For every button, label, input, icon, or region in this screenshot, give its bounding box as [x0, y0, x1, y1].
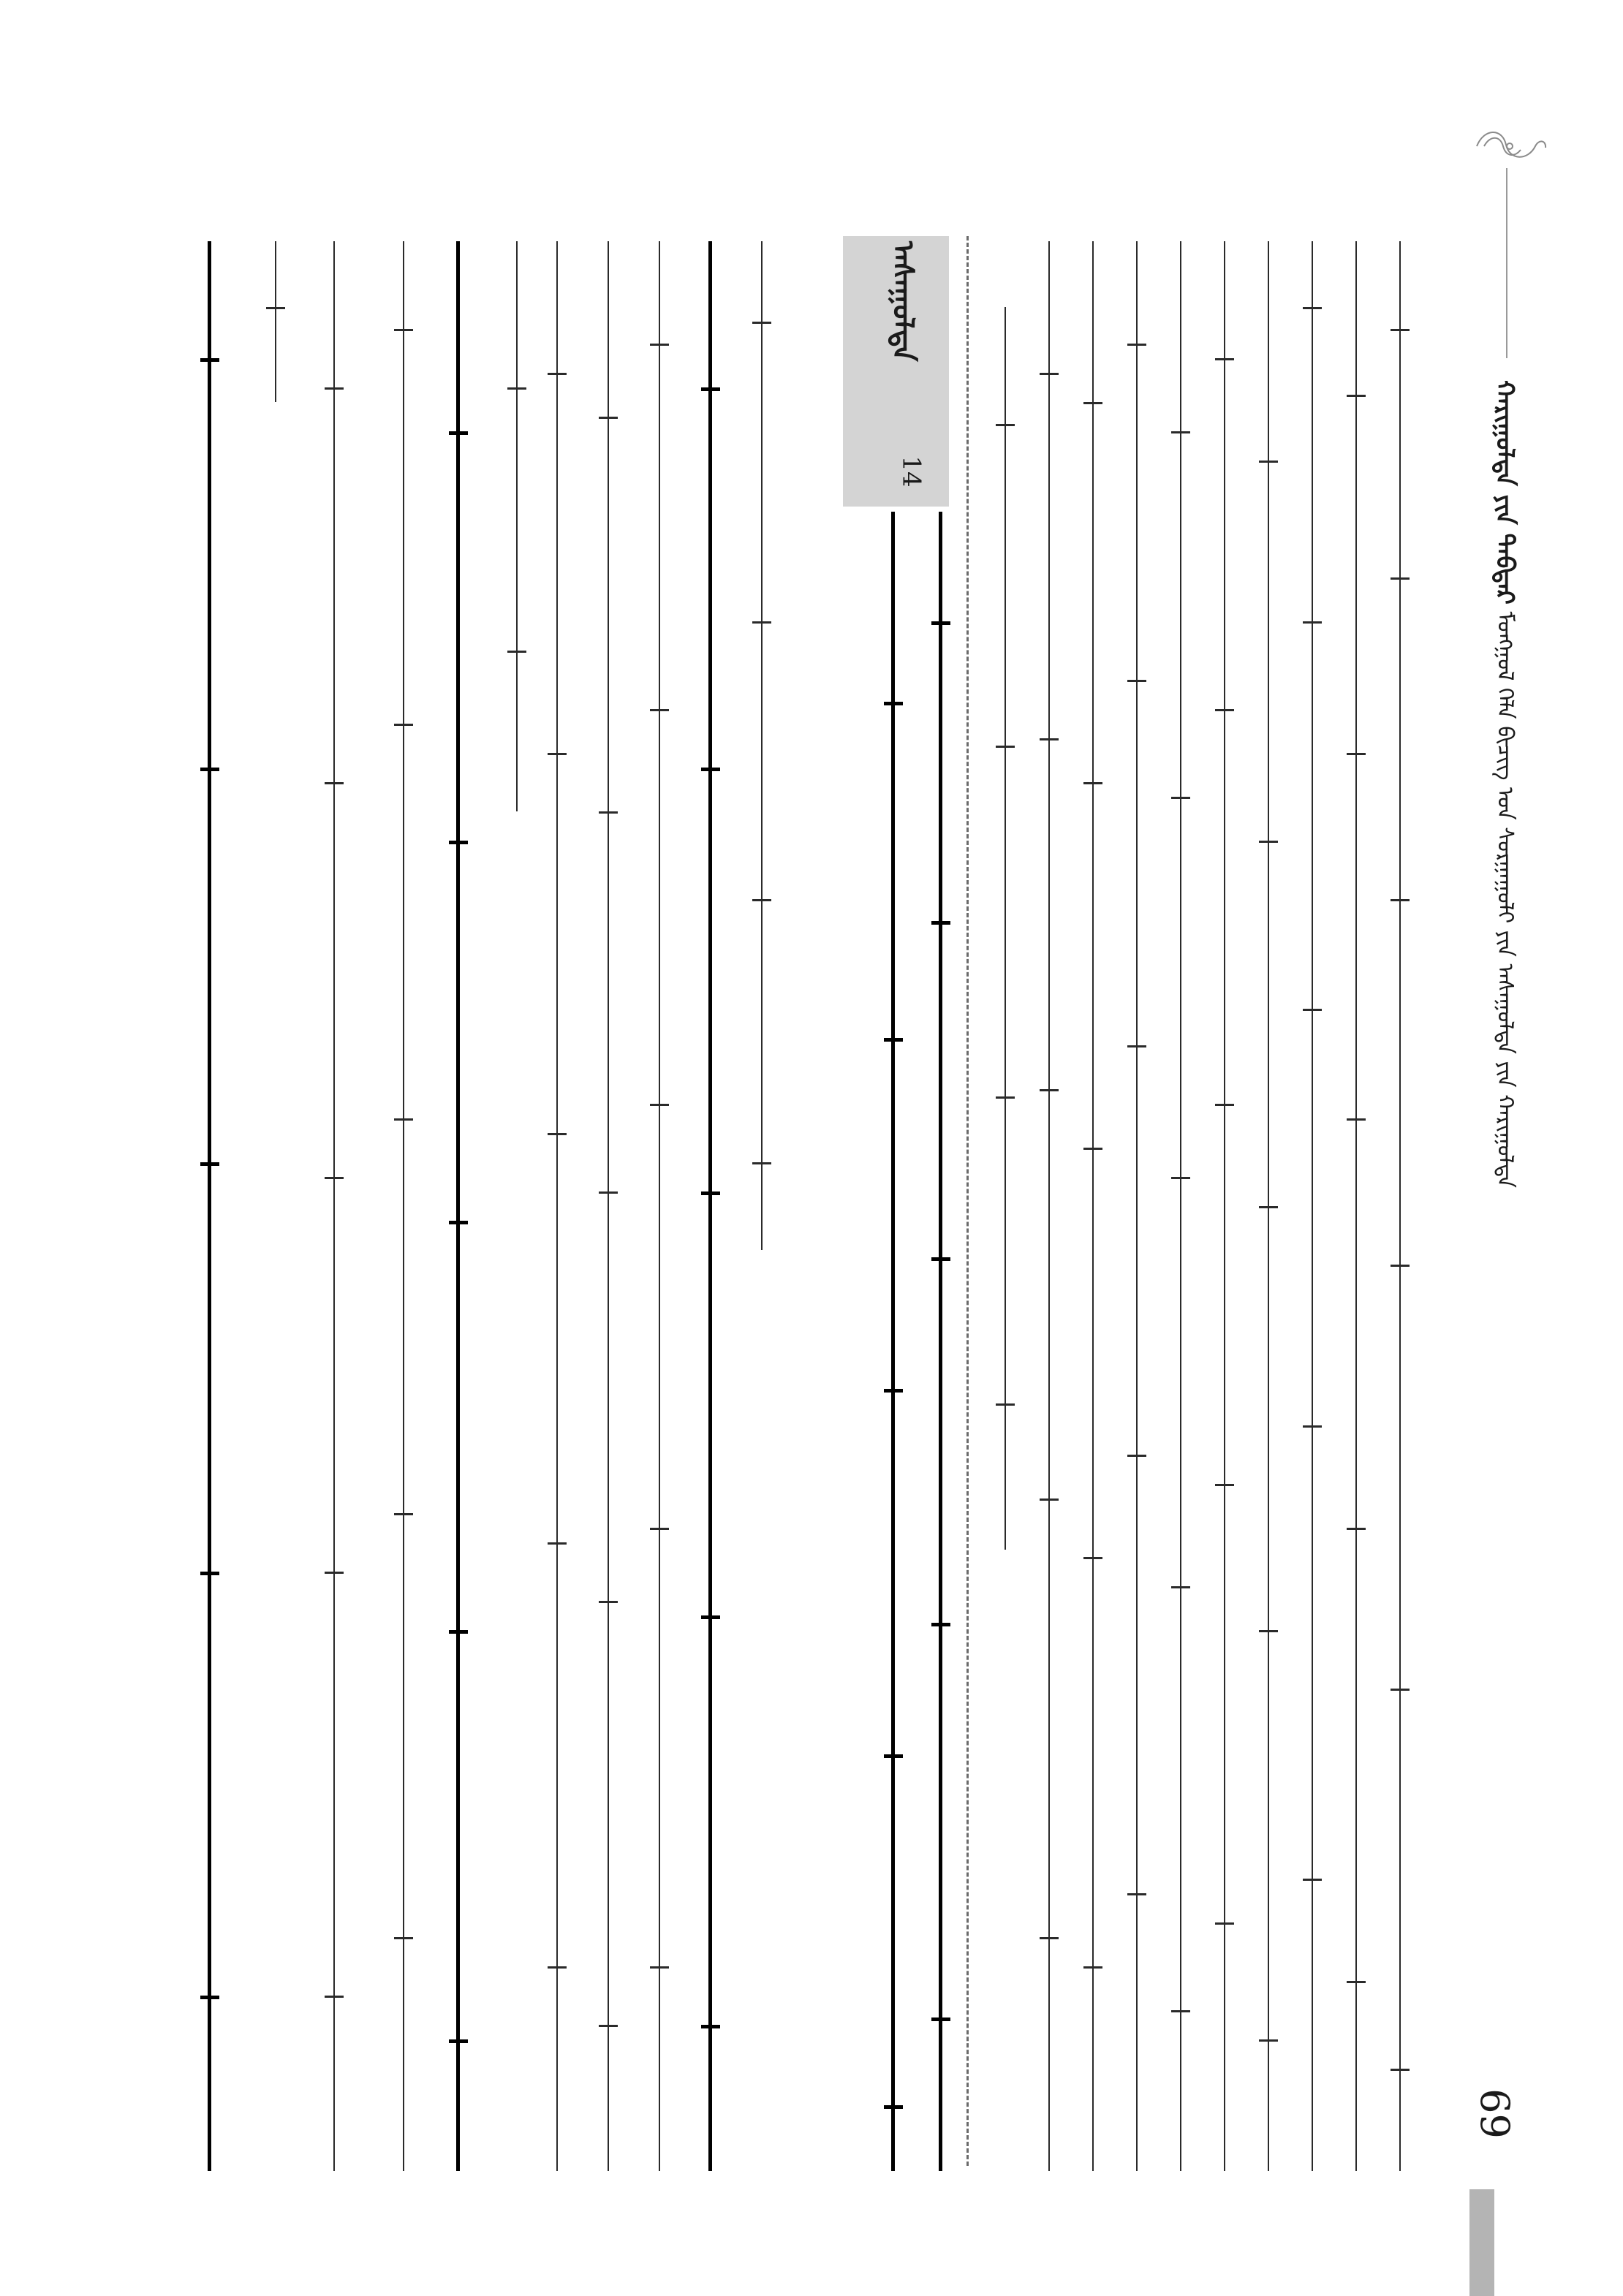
text-line — [993, 307, 1018, 1550]
answer-line — [647, 241, 672, 2171]
page-number: 69 — [1471, 2088, 1518, 2139]
answer-line — [545, 241, 570, 2171]
answer-line — [749, 241, 774, 1250]
thumb-tab — [1469, 2189, 1494, 2296]
text-line — [1256, 241, 1281, 2171]
answer-line — [504, 241, 529, 811]
answer-line — [446, 241, 471, 2171]
running-head — [1484, 380, 1528, 1710]
answer-line — [322, 241, 347, 2171]
header-ornament — [1469, 124, 1550, 168]
text-line — [1388, 241, 1412, 2171]
question-text-line — [928, 512, 953, 2171]
text-line — [1124, 241, 1149, 2171]
question-number: 14 — [896, 455, 926, 488]
header-rule — [1506, 168, 1507, 358]
answer-line — [263, 241, 288, 402]
heading-dashed-rule — [966, 236, 969, 2166]
text-line — [1212, 241, 1237, 2171]
text-line — [1037, 241, 1062, 2171]
text-line — [1168, 241, 1193, 2171]
question-label: ᠠᠰᠠᠭᠤᠯᠲᠠ — [886, 241, 920, 362]
question-text-line — [881, 512, 906, 2171]
answer-line — [698, 241, 723, 2171]
text-line — [1081, 241, 1105, 2171]
answer-line — [391, 241, 416, 2171]
answer-line — [596, 241, 621, 2171]
running-head-bold: ᠬᠠᠷᠢᠭᠤᠯᠲᠠ ᠶᠢᠨ ᠲᠡᠪᠲᠡᠷ — [1490, 380, 1519, 605]
running-head-text: ᠮᠣᠩᠭᠣᠯ ᠬᠡᠯᠡ ᠪᠢᠴᠢᠭ ᠤᠨ ᠰᠤᠷᠭᠠᠭᠤᠯᠢ ᠶᠢᠨ ᠠᠰᠠᠭᠤᠯᠲᠠ ᠶᠢᠨ ᠬᠠᠷᠢᠭᠤᠯᠲᠠ — [1492, 611, 1518, 1189]
answer-line — [197, 241, 222, 2171]
text-line — [1344, 241, 1369, 2171]
text-line — [1300, 241, 1325, 2171]
